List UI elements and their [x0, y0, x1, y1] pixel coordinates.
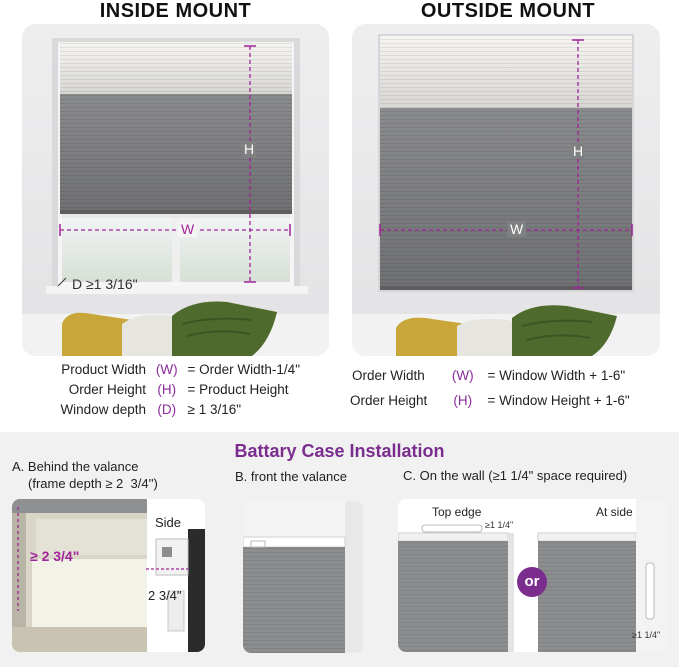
spec-formula: = Product Height [187, 382, 289, 397]
step-a-side-label: Side [155, 515, 182, 530]
at-side-label: At side [596, 505, 633, 519]
step-a-title: A. Behind the valance [12, 459, 139, 474]
spec-label: Order Width [352, 368, 425, 383]
inside-mount-title: INSIDE MOUNT [99, 0, 252, 22]
outside-width-label: W [507, 221, 526, 237]
spec-label: Window depth [60, 402, 146, 417]
spec-formula: ≥ 1 3/16" [187, 402, 242, 417]
step-a-depth-label: ≥ 2 3/4" [30, 548, 80, 564]
spec-var: (D) [157, 402, 177, 417]
outside-mount-title: OUTSIDE MOUNT [420, 0, 596, 22]
outside-spec-row-2 [350, 393, 672, 408]
spec-formula: = Order Width-1/4" [187, 362, 300, 377]
battery-section-title: Battary Case Installation [234, 441, 445, 461]
outside-mount-photo [352, 24, 660, 356]
outside-mount-illustration [352, 24, 660, 356]
side-measure: ≥1 1/4" [632, 630, 661, 640]
inside-width-label: W [178, 221, 197, 237]
step-a-subtitle: (frame depth ≥ 2 3/4'') [28, 476, 158, 491]
step-a-side-measure: 2 3/4" [148, 588, 182, 603]
inside-spec-row-2 [22, 382, 329, 397]
spec-formula: = Window Height + 1-6" [487, 393, 630, 408]
top-edge-measure: ≥1 1/4" [485, 520, 514, 530]
spec-var: (W) [155, 362, 178, 377]
inside-mount-photo [22, 24, 329, 356]
spec-var: (W) [451, 368, 474, 383]
spec-label: Order Height [350, 393, 428, 408]
outside-spec-row-1 [352, 368, 672, 383]
step-b-photo [243, 501, 363, 653]
inside-mount-illustration [22, 24, 329, 356]
spec-var: (H) [453, 393, 473, 408]
step-b-illustration [243, 501, 363, 653]
outside-height-label: H [573, 143, 584, 159]
or-text: or [524, 573, 540, 590]
inside-depth-label: D ≥1 3/16" [72, 276, 138, 292]
top-edge-label: Top edge [432, 505, 482, 519]
or-badge [517, 567, 547, 597]
spec-var: (H) [157, 382, 177, 397]
step-a-photo [12, 499, 205, 652]
step-c-photo [398, 499, 666, 652]
spec-label: Order Height [68, 382, 146, 397]
inside-height-label: H [244, 141, 255, 157]
spec-formula: = Window Width + 1-6" [487, 368, 626, 383]
step-b-title: B. front the valance [235, 469, 348, 484]
step-c-title: C. On the wall (≥1 1/4" space required) [403, 468, 628, 483]
spec-label: Product Width [61, 362, 146, 377]
inside-spec-row-1 [22, 362, 329, 377]
inside-spec-row-3 [22, 402, 329, 417]
